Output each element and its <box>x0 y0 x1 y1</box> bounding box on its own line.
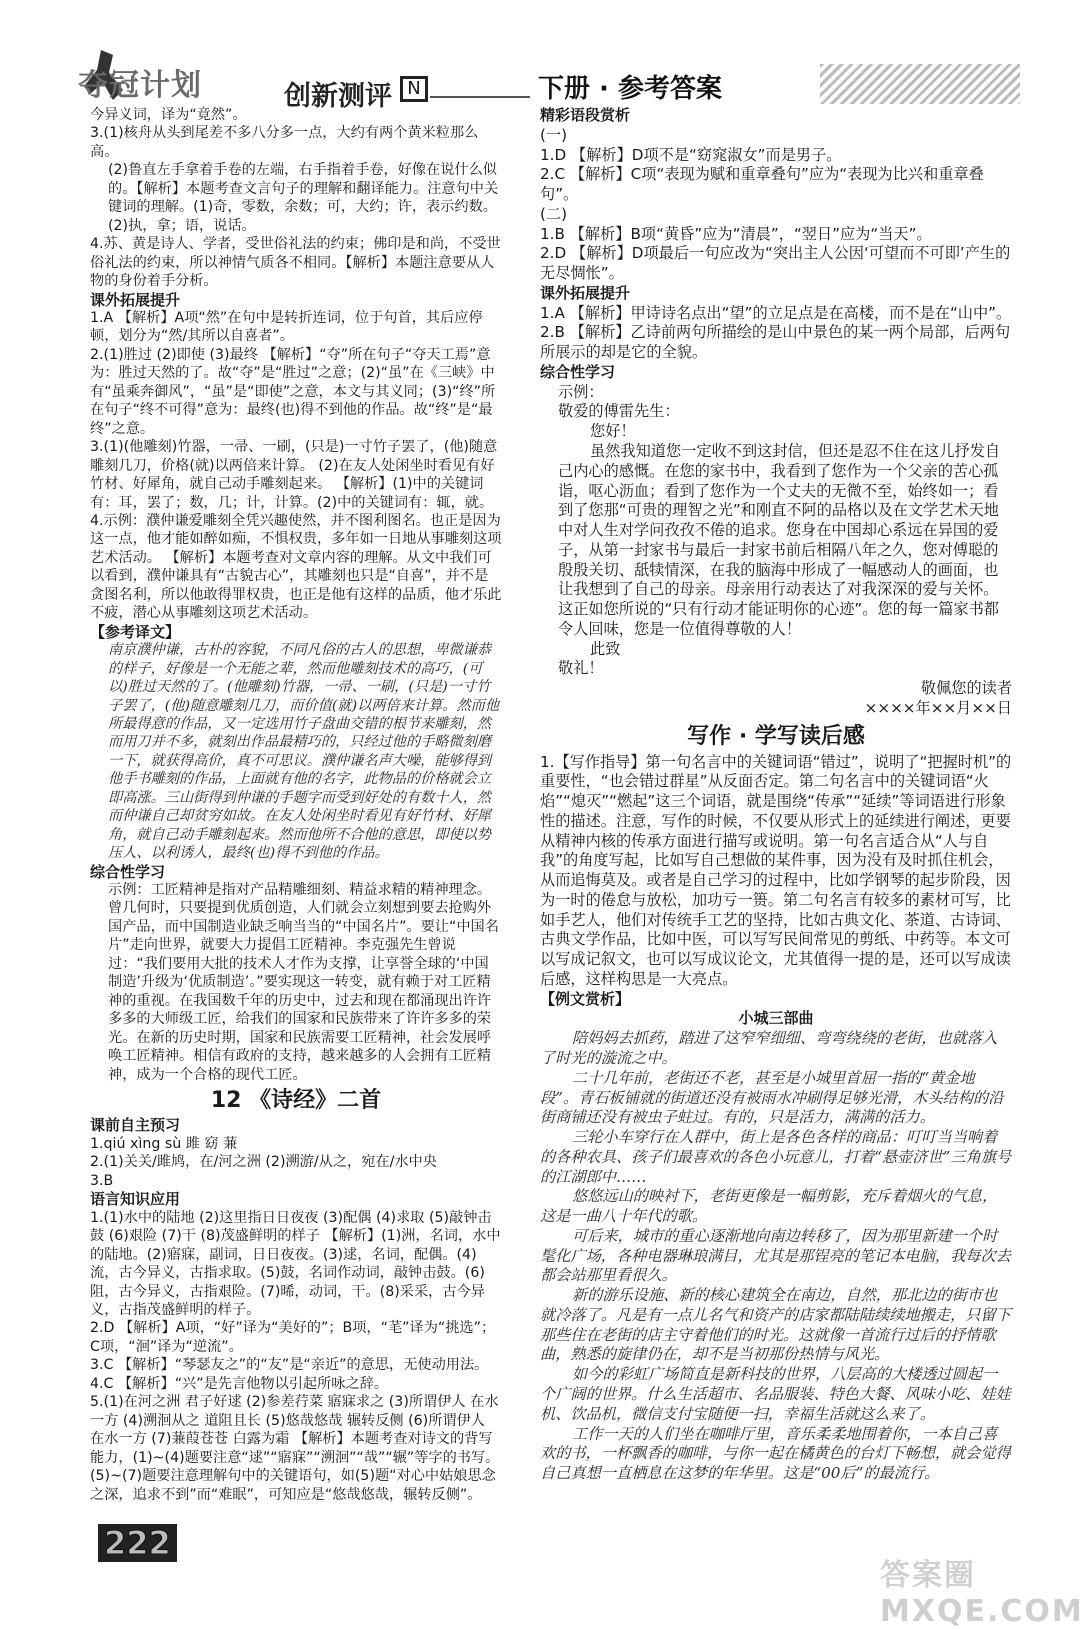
answer-item: 1.A 【解析】甲诗诗名点出“望”的立足点是在高楼，而不是在“山中”。 <box>540 303 1012 322</box>
section-title: 下册 · 参考答案 <box>538 74 722 104</box>
watermark: 答案圈 MXQE.COM <box>880 1558 1084 1629</box>
header-rule <box>430 96 530 98</box>
answer-item: 1.(1)水中的陆地 (2)这里指日日夜夜 (3)配偶 (4)求取 (5)敲钟击鼓 (6)艰险 (7)干 (8)茂盛鲜明的样子 【解析】(1)洲，名词，水中的陆地。(2)寤寐，副词，日日夜夜。(3)逑，名词，配偶。(4)流，古今异义，古指求取。(5)鼓，名词作动词，敲钟击鼓。(6)阻，古今异义，古指艰险。(7)晞，动词，干。(8)采采，古今异义，古指茂盛鲜明的样子。 <box>90 1209 501 1318</box>
page-number: 222 <box>98 1524 177 1562</box>
answer-item: 4.示例：濮仲谦爱雕刻全凭兴趣使然，并不图利图名。也正是因为这一点，他才能如醉如痴，不惧权贵，多年如一日地从事雕刻这项艺术活动。 【解析】本题考查对文章内容的理解。从文中我们可以看到，濮仲谦具有“古貌古心”，其雕刻也只是“自喜”，并不是贪图名利，所以他敢得罪权贵，也正是他有这样的品质，他才乐此不疲，潜心从事雕刻这项艺术活动。 <box>90 512 502 622</box>
subsection-label: (一) <box>540 125 568 144</box>
section-heading: 课外拓展提升 <box>90 290 181 309</box>
section-heading: 综合性学习 <box>540 362 616 381</box>
answer-item: 2.B 【解析】乙诗前两句所描绘的是山中景色的某一两个局部，后两句所展示的却是它的全貌。 <box>540 323 1011 362</box>
subsection-label: (二) <box>540 204 568 223</box>
letter-salutation: 敬爱的傅雷先生： <box>558 402 680 421</box>
lesson-title: 12 《诗经》二首 <box>210 1088 382 1114</box>
answer-item: 1.A 【解析】A项“然”在句中是转折连词，位于句首，其后应停顿，划分为“然/其所以自喜者”。 <box>90 309 483 345</box>
answer-item: 3.B <box>90 1172 114 1189</box>
answer-line: 今异义词，译为“竟然”。 <box>90 107 247 123</box>
essay-paragraph: 可后来，城市的重心逐渐地向南边转移了，因为那里新建一个时髦化广场，各种电器琳琅满目，尤其是那锃亮的笔记本电脑，我每次去都会站那里看很久。 <box>540 1226 1011 1285</box>
answer-item: 1.D 【解析】D项不是“窈窕淑女”而是男子。 <box>540 145 842 164</box>
answer-item: 1.B 【解析】B项“黄昏”应为“清晨”，“翌日”应为“当天”。 <box>540 224 932 243</box>
essay-paragraph: 三轮小车穿行在人群中，街上是各色各样的商品：叮叮当当响着的各种农具、孩子们最喜欢的各色小玩意儿，打着“悬壶济世”三角旗号的江湖郎中…… <box>540 1128 1012 1186</box>
answer-item: 3.(1)(他雕刻)竹器，一帚、一刷，(只是)一寸竹子罢了，(他)随意雕刻几刀，价格(就)以两倍来计算。 (2)在友人处闲坐时看见有好竹材、好犀角，就自己动手雕刻起来。 【解析】(1)中的关键词有：耳，罢了；数，几；计，计算。(2)中的关键词有：辄，就。 <box>90 439 498 511</box>
answer-item: 3.(1)核舟从头到尾差不多八分多一点，大约有两个黄米粒那么高。 <box>90 125 479 160</box>
left-column <box>90 106 502 1504</box>
answer-item: 2.C 【解析】C项“表现为赋和重章叠句”应为“表现为比兴和重章叠句”。 <box>540 165 984 204</box>
answer-item: (2)鲁直左手拿着手卷的左端，右手指着手卷，好像在说什么似的。【解析】本题考查文言句子的理解和翻译能力。注意句中关键词的理解。(1)奇，零数，余数；可，大约；许，表示约数。(2)执，拿；语，说话。 <box>108 162 499 234</box>
letter-greeting: 您好！ <box>590 422 636 441</box>
letter-date: ××××年××月××日 <box>864 698 1012 717</box>
answer-item: 示例：工匠精神是指对产品精雕细刻、精益求精的精神理念。曾几何时，只要提到优质创造，人们就会立刻想到要去抢购外国产品，而中国制造业缺乏响当当的“中国名片”。要让“中国名片”走向世界，就要大力提倡工匠精神。李克强先生曾说过：“我们要用大批的技术人才作为支撑，让享誉全球的‘中国制造’升级为‘优质制造’。”要实现这一转变，就有赖于对工匠精神的重视。在我国数千年的历史中，过去和现在都涌现出许许多多的大师级工匠，给我们的国家和民族带来了许许多多的荣光。在新的历史时期，国家和民族需要工匠精神，社会发展呼唤工匠精神。相信有政府的支持，越来越多的人会拥有工匠精神，成为一个合格的现代工匠。 <box>108 882 499 1083</box>
section-heading: 【例文赏析】 <box>540 989 631 1008</box>
essay-paragraph: 新的游乐设施、新的核心建筑全在南边，自然，那北边的街市也就冷落了。凡是有一点儿名气和资产的店家都陆陆续续地搬走，只留下那些住在老街的店主守着他们的时光。这就像一首流行过后的抒情歌曲，熟悉的旋律仍在，却不是当初那份热情与风光。 <box>540 1286 1011 1364</box>
essay-paragraph: 如今的彩虹广场简直是新科技的世界，八层高的大楼透过圆起一个广阔的世界。什么生活超市、名品服装、特色大餐、风味小吃、娃娃机、饮品机，微信支付宝随便一扫，幸福生活就这么来了。 <box>540 1365 1011 1423</box>
section-heading: 语言知识应用 <box>90 1190 181 1209</box>
answer-item: 2.(1)胜过 (2)即使 (3)最终 【解析】“夺”所在句子“夺天工焉”意为：胜过天然的了。故“夺”是“胜过”之意；(2)“虽”在《三峡》中有“虽乘奔御风”，“虽”是“即使”之意，本文与其义同；(3)“终”所在句子“终不可得”意为：最终(也)得不到他的作品。故“终”是“最终”之意。 <box>90 346 496 437</box>
letter-body: 虽然我知道您一定收不到这封信，但还是忍不住在这儿抒发自己内心的感慨。在您的家书中，我看到了您作为一个父亲的苦心孤诣，呕心沥血；看到了您作为一个丈夫的无微不至，始终如一；看到了您那“可贵的理智之光”和刚直不阿的品格以及在文学艺术天地中对人生对学问孜孜不倦的追求。您身在中国却心系远在异国的爱子，从第一封家书与最后一封家书前后相隔八年之久，您对傅聪的殷殷关切、舐犊情深，在我的脑海中形成了一幅感动人的画面，也让我想到了自己的母亲。母亲用行动表达了对我深深的爱与关怀。这正如您所说的“只有行动才能证明你的心迹”。您的每一篇家书都令人回味，您是一位值得尊敬的人！ <box>558 442 1001 638</box>
essay-paragraph: 工作一天的人们坐在咖啡厅里，音乐柔柔地围着你，一本自己喜欢的书，一杯飘香的咖啡，与你一起在橘黄色的台灯下畅想，就会觉得自己真想一直栖息在这梦的年华里。这是“00后”的最流行。 <box>540 1424 1011 1483</box>
section-heading: 精彩语段赏析 <box>540 106 631 124</box>
essay-paragraph: 悠悠远山的映衬下，老街更像是一幅剪影，充斥着烟火的气息，这是一曲八十年代的歌。 <box>540 1187 998 1226</box>
letter-closing: 此致 <box>590 639 621 658</box>
answer-item: 2.(1)关关/雎鸠，在/河之洲 (2)溯游/从之，宛在/水中央 <box>90 1154 437 1171</box>
series-name: 创新测评 <box>284 81 392 112</box>
series-mark-icon: N <box>400 76 428 102</box>
answer-item: 1.qiú xìng sù 雎 窈 蒹 <box>90 1135 238 1152</box>
brand-logo: 夺冠计划 <box>78 68 202 103</box>
header-stripe-decoration <box>820 64 1020 104</box>
answer-item: 2.D 【解析】A项，“好”译为“美好的”；B项，“芼”译为“挑选”；C项，“洄”译为“逆流”。 <box>90 1320 496 1355</box>
letter-signature: 敬佩您的读者 <box>920 679 1012 698</box>
right-column <box>540 106 1012 1484</box>
essay-paragraph: 二十几年前，老街还不老，甚至是小城里首屈一指的“黄金地段”。青石板铺就的街道还没有被雨水冲刷得足够光滑，木头结构的沿街商铺还没有被虫子蛀过。有的，只是活力，满满的活力。 <box>540 1068 1004 1127</box>
section-heading: 课外拓展提升 <box>540 283 631 302</box>
answer-item: 4.C 【解析】“兴”是先言他物以引起所咏之辞。 <box>90 1375 389 1392</box>
section-heading: 综合性学习 <box>90 862 166 881</box>
translation-text: 南京濮仲谦，古朴的容貌，不同凡俗的古人的思想，卑微谦恭的样子，好像是一个无能之辈，然而他雕刻技术的高巧，(可以)胜过天然的了。(他雕刻)竹器，一帚、一刷，(只是)一寸竹子罢了，(他)随意雕刻几刀，而价值(就)以两倍来计算。然而他所最得意的作品，又一定选用竹子盘曲交错的根节来雕刻，然而用刀并不多，就刻出作品最精巧的，只经过他的手略微刻磨一下，就获得高价，真不可思议。濮仲谦名声大噪，能够得到他手书雕刻的作品，上面就有他的名字，此物品的价格就会立即高涨。三山街得到仲谦的手题字而受到好处的有数十人，然而仲谦自己却贫穷如故。在友人处闲坐时看见有好竹材、好犀角，就自己动手雕刻起来。然而他所不合他的意思，即使以势压人、以利诱人，最终(也)得不到他的作品。 <box>108 642 500 862</box>
answer-item: 5.(1)在河之洲 君子好逑 (2)参差荇菜 寤寐求之 (3)所谓伊人 在水一方 (4)溯洄从之 道阻且长 (5)悠哉悠哉 辗转反侧 (6)所谓伊人 在水一方 (7)蒹葭苍苍 白露为霜 【解析】本题考查对诗文的背写能力，(1)~(4)题要注意“逑”“寤寐”“溯洄”“哉”“辗”等字的书写。(5)~(7)题要注意理解句中的关键语句，如(5)题“对心中姑娘思念之深，追求不到”而“难眠”，可知应是“悠哉悠哉，辗转反侧”。 <box>90 1394 500 1503</box>
letter-label: 示例： <box>558 382 604 401</box>
section-heading: 【参考译文】 <box>90 622 181 641</box>
answer-item: 2.D 【解析】D项最后一句应改为“突出主人公因‘可望而不可即’产生的无尽惆怅”。 <box>540 244 1011 283</box>
section-heading: 课前自主预习 <box>90 1116 181 1135</box>
answer-item: 3.C 【解析】“琴瑟友之”的“友”是“亲近”的意思，无使动用法。 <box>90 1357 489 1374</box>
letter-closing: 敬礼！ <box>558 659 604 678</box>
essay-paragraph: 陪妈妈去抓药，踏进了这窄窄细细、弯弯绕绕的老街，也就落入了时光的漩流之中。 <box>540 1029 998 1067</box>
page-header <box>0 0 1057 112</box>
writing-title: 写作 · 学写读后感 <box>687 723 865 749</box>
essay-title: 小城三部曲 <box>738 1009 814 1028</box>
answer-item: 4.苏、黄是诗人、学者，受世俗礼法的约束；佛印是和尚，不受世俗礼法的约束，所以神情气质各不相同。【解析】本题注意要从人物的身份着手分析。 <box>90 236 501 290</box>
writing-guide: 1.【写作指导】第一句名言中的关键词语“错过”，说明了“把握时机”的重要性，“也会错过群星”从反面否定。第二句名言中的关键词语“火焰”“熄灭”“燃起”这三个词语，就是围绕“传承”“延续”等词语进行形象性的描述。注意，写作的时候，不仅要从形式上的延续进行阐述，更要从精神内核的传承方面进行描写或说明。第一句名言适合从“人与自我”的角度写起，比如写自己想做的某件事，因为没有及时抓住机会，从而追悔莫及。或者是自己学习的过程中，比如学钢琴的起步阶段，因为一时的倦怠与放松，加功亏一篑。第二句名言有较多的素材可写，比如手艺人，他们对传统手工艺的坚持，比如古典文化、茶道、古诗词、古典文学作品，比如中医，可以写写民间常见的剪纸、中药等。本文可以写成记叙文，也可以写成议论文，尤其值得一提的是，还可以写成读后感，这样构思是一大亮点。 <box>540 752 1012 988</box>
